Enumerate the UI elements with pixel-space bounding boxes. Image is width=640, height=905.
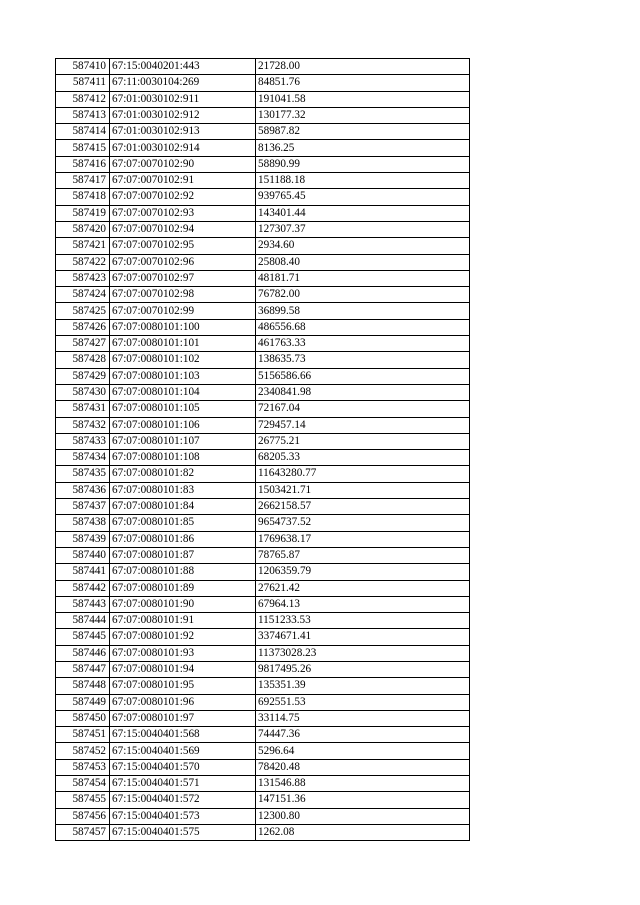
amount-cell: 9654737.52 (256, 515, 470, 531)
amount-cell: 191041.58 (256, 91, 470, 107)
cadastral-number-cell: 67:15:0040401:575 (110, 824, 256, 840)
cadastral-number-cell: 67:07:0080101:93 (110, 645, 256, 661)
cadastral-number-cell: 67:07:0080101:90 (110, 596, 256, 612)
cadastral-number-cell: 67:11:0030104:269 (110, 75, 256, 91)
amount-cell: 48181.71 (256, 270, 470, 286)
table-row (56, 221, 470, 237)
amount-cell: 67964.13 (256, 596, 470, 612)
row-id-cell: 587457 (56, 824, 110, 840)
table-row (56, 450, 470, 466)
amount-cell: 58987.82 (256, 124, 470, 140)
row-id-cell: 587444 (56, 613, 110, 629)
cadastral-number-cell: 67:07:0080101:92 (110, 629, 256, 645)
cadastral-number-cell: 67:07:0070102:90 (110, 156, 256, 172)
table-row (56, 808, 470, 824)
amount-cell: 5156586.66 (256, 368, 470, 384)
amount-cell: 84851.76 (256, 75, 470, 91)
row-id-cell: 587430 (56, 384, 110, 400)
amount-cell: 939765.45 (256, 189, 470, 205)
cadastral-number-cell: 67:07:0080101:84 (110, 499, 256, 515)
row-id-cell: 587437 (56, 499, 110, 515)
cadastral-number-cell: 67:07:0070102:98 (110, 287, 256, 303)
cadastral-number-cell: 67:07:0080101:91 (110, 613, 256, 629)
table-row (56, 91, 470, 107)
amount-cell: 8136.25 (256, 140, 470, 156)
cadastral-number-cell: 67:07:0080101:106 (110, 417, 256, 433)
table-row (56, 466, 470, 482)
amount-cell: 12300.80 (256, 808, 470, 824)
row-id-cell: 587412 (56, 91, 110, 107)
row-id-cell: 587410 (56, 59, 110, 75)
amount-cell: 130177.32 (256, 107, 470, 123)
amount-cell: 2934.60 (256, 238, 470, 254)
table-body (56, 59, 470, 841)
row-id-cell: 587447 (56, 661, 110, 677)
table-row (56, 401, 470, 417)
amount-cell: 11643280.77 (256, 466, 470, 482)
cadastral-number-cell: 67:15:0040401:571 (110, 776, 256, 792)
cadastral-number-cell: 67:15:0040401:568 (110, 727, 256, 743)
cadastral-number-cell: 67:07:0070102:95 (110, 238, 256, 254)
cadastral-number-cell: 67:15:0040401:572 (110, 792, 256, 808)
amount-cell: 1262.08 (256, 824, 470, 840)
table-row (56, 384, 470, 400)
cadastral-number-cell: 67:01:0030102:913 (110, 124, 256, 140)
row-id-cell: 587424 (56, 287, 110, 303)
cadastral-number-cell: 67:07:0070102:93 (110, 205, 256, 221)
row-id-cell: 587442 (56, 580, 110, 596)
amount-cell: 36899.58 (256, 303, 470, 319)
amount-cell: 127307.37 (256, 221, 470, 237)
row-id-cell: 587422 (56, 254, 110, 270)
cadastral-number-cell: 67:07:0070102:99 (110, 303, 256, 319)
cadastral-number-cell: 67:07:0080101:95 (110, 678, 256, 694)
row-id-cell: 587421 (56, 238, 110, 254)
cadastral-number-cell: 67:15:0040201:443 (110, 59, 256, 75)
table-row (56, 564, 470, 580)
row-id-cell: 587455 (56, 792, 110, 808)
table-row (56, 433, 470, 449)
row-id-cell: 587453 (56, 759, 110, 775)
amount-cell: 58890.99 (256, 156, 470, 172)
cadastral-number-cell: 67:15:0040401:569 (110, 743, 256, 759)
amount-cell: 486556.68 (256, 319, 470, 335)
table-row (56, 189, 470, 205)
row-id-cell: 587451 (56, 727, 110, 743)
table-row (56, 482, 470, 498)
row-id-cell: 587434 (56, 450, 110, 466)
row-id-cell: 587425 (56, 303, 110, 319)
row-id-cell: 587411 (56, 75, 110, 91)
amount-cell: 138635.73 (256, 352, 470, 368)
amount-cell: 1769638.17 (256, 531, 470, 547)
cadastral-number-cell: 67:07:0080101:105 (110, 401, 256, 417)
amount-cell: 147151.36 (256, 792, 470, 808)
amount-cell: 33114.75 (256, 710, 470, 726)
cadastral-number-cell: 67:07:0080101:102 (110, 352, 256, 368)
cadastral-number-cell: 67:07:0080101:97 (110, 710, 256, 726)
table-row (56, 515, 470, 531)
table-row (56, 629, 470, 645)
amount-cell: 2662158.57 (256, 499, 470, 515)
table-row (56, 727, 470, 743)
cadastral-number-cell: 67:07:0080101:85 (110, 515, 256, 531)
table-row (56, 776, 470, 792)
row-id-cell: 587431 (56, 401, 110, 417)
cadastral-number-cell: 67:07:0080101:103 (110, 368, 256, 384)
amount-cell: 729457.14 (256, 417, 470, 433)
row-id-cell: 587433 (56, 433, 110, 449)
table-row (56, 531, 470, 547)
row-id-cell: 587427 (56, 336, 110, 352)
table-row (56, 75, 470, 91)
amount-cell: 3374671.41 (256, 629, 470, 645)
row-id-cell: 587417 (56, 173, 110, 189)
cadastral-number-cell: 67:07:0080101:94 (110, 661, 256, 677)
row-id-cell: 587415 (56, 140, 110, 156)
row-id-cell: 587436 (56, 482, 110, 498)
cadastral-number-cell: 67:07:0080101:101 (110, 336, 256, 352)
cadastral-number-cell: 67:01:0030102:912 (110, 107, 256, 123)
row-id-cell: 587432 (56, 417, 110, 433)
amount-cell: 692551.53 (256, 694, 470, 710)
table-row (56, 124, 470, 140)
table-row (56, 287, 470, 303)
amount-cell: 11373028.23 (256, 645, 470, 661)
table-row (56, 205, 470, 221)
table-row (56, 710, 470, 726)
table-row (56, 270, 470, 286)
row-id-cell: 587435 (56, 466, 110, 482)
amount-cell: 135351.39 (256, 678, 470, 694)
row-id-cell: 587413 (56, 107, 110, 123)
amount-cell: 27621.42 (256, 580, 470, 596)
row-id-cell: 587420 (56, 221, 110, 237)
row-id-cell: 587439 (56, 531, 110, 547)
table-row (56, 319, 470, 335)
cadastral-number-cell: 67:07:0080101:96 (110, 694, 256, 710)
amount-cell: 25808.40 (256, 254, 470, 270)
cadastral-number-cell: 67:15:0040401:570 (110, 759, 256, 775)
table-row (56, 694, 470, 710)
table-row (56, 254, 470, 270)
cadastral-number-cell: 67:07:0070102:91 (110, 173, 256, 189)
table-row (56, 336, 470, 352)
cadastral-number-cell: 67:07:0080101:83 (110, 482, 256, 498)
table-row (56, 107, 470, 123)
table-row (56, 759, 470, 775)
cadastral-number-cell: 67:01:0030102:914 (110, 140, 256, 156)
cadastral-number-cell: 67:15:0040401:573 (110, 808, 256, 824)
cadastral-number-cell: 67:07:0080101:100 (110, 319, 256, 335)
row-id-cell: 587452 (56, 743, 110, 759)
table-row (56, 303, 470, 319)
cadastral-number-cell: 67:07:0080101:88 (110, 564, 256, 580)
row-id-cell: 587448 (56, 678, 110, 694)
row-id-cell: 587446 (56, 645, 110, 661)
row-id-cell: 587438 (56, 515, 110, 531)
table-row (56, 140, 470, 156)
cadastral-number-cell: 67:07:0070102:97 (110, 270, 256, 286)
cadastral-number-cell: 67:07:0080101:108 (110, 450, 256, 466)
table-row (56, 547, 470, 563)
amount-cell: 1503421.71 (256, 482, 470, 498)
row-id-cell: 587440 (56, 547, 110, 563)
amount-cell: 78765.87 (256, 547, 470, 563)
amount-cell: 2340841.98 (256, 384, 470, 400)
row-id-cell: 587456 (56, 808, 110, 824)
amount-cell: 76782.00 (256, 287, 470, 303)
table-row (56, 824, 470, 840)
amount-cell: 151188.18 (256, 173, 470, 189)
row-id-cell: 587450 (56, 710, 110, 726)
table-row (56, 173, 470, 189)
amount-cell: 21728.00 (256, 59, 470, 75)
cadastral-number-cell: 67:07:0080101:82 (110, 466, 256, 482)
table-row (56, 743, 470, 759)
table-row (56, 368, 470, 384)
table-row (56, 417, 470, 433)
amount-cell: 131546.88 (256, 776, 470, 792)
cadastral-number-cell: 67:07:0080101:107 (110, 433, 256, 449)
table-row (56, 580, 470, 596)
cadastral-number-cell: 67:07:0080101:87 (110, 547, 256, 563)
row-id-cell: 587445 (56, 629, 110, 645)
table-row (56, 613, 470, 629)
amount-cell: 78420.48 (256, 759, 470, 775)
amount-cell: 74447.36 (256, 727, 470, 743)
row-id-cell: 587449 (56, 694, 110, 710)
row-id-cell: 587441 (56, 564, 110, 580)
table-row (56, 499, 470, 515)
cadastral-number-cell: 67:07:0080101:89 (110, 580, 256, 596)
row-id-cell: 587423 (56, 270, 110, 286)
row-id-cell: 587419 (56, 205, 110, 221)
cadastral-number-cell: 67:07:0080101:104 (110, 384, 256, 400)
amount-cell: 68205.33 (256, 450, 470, 466)
table-row (56, 792, 470, 808)
table-row (56, 678, 470, 694)
table-row (56, 59, 470, 75)
amount-cell: 1206359.79 (256, 564, 470, 580)
amount-cell: 9817495.26 (256, 661, 470, 677)
amount-cell: 461763.33 (256, 336, 470, 352)
row-id-cell: 587454 (56, 776, 110, 792)
table-row (56, 596, 470, 612)
amount-cell: 5296.64 (256, 743, 470, 759)
row-id-cell: 587429 (56, 368, 110, 384)
amount-cell: 143401.44 (256, 205, 470, 221)
table-row (56, 238, 470, 254)
row-id-cell: 587443 (56, 596, 110, 612)
row-id-cell: 587426 (56, 319, 110, 335)
cadastral-number-cell: 67:01:0030102:911 (110, 91, 256, 107)
amount-cell: 1151233.53 (256, 613, 470, 629)
row-id-cell: 587418 (56, 189, 110, 205)
row-id-cell: 587414 (56, 124, 110, 140)
cadastral-number-cell: 67:07:0080101:86 (110, 531, 256, 547)
cadastral-number-cell: 67:07:0070102:94 (110, 221, 256, 237)
amount-cell: 26775.21 (256, 433, 470, 449)
row-id-cell: 587428 (56, 352, 110, 368)
amount-cell: 72167.04 (256, 401, 470, 417)
table-row (56, 645, 470, 661)
cadastral-number-cell: 67:07:0070102:92 (110, 189, 256, 205)
cadastral-number-cell: 67:07:0070102:96 (110, 254, 256, 270)
table-row (56, 661, 470, 677)
table-row (56, 156, 470, 172)
table-row (56, 352, 470, 368)
row-id-cell: 587416 (56, 156, 110, 172)
data-table (55, 58, 470, 841)
